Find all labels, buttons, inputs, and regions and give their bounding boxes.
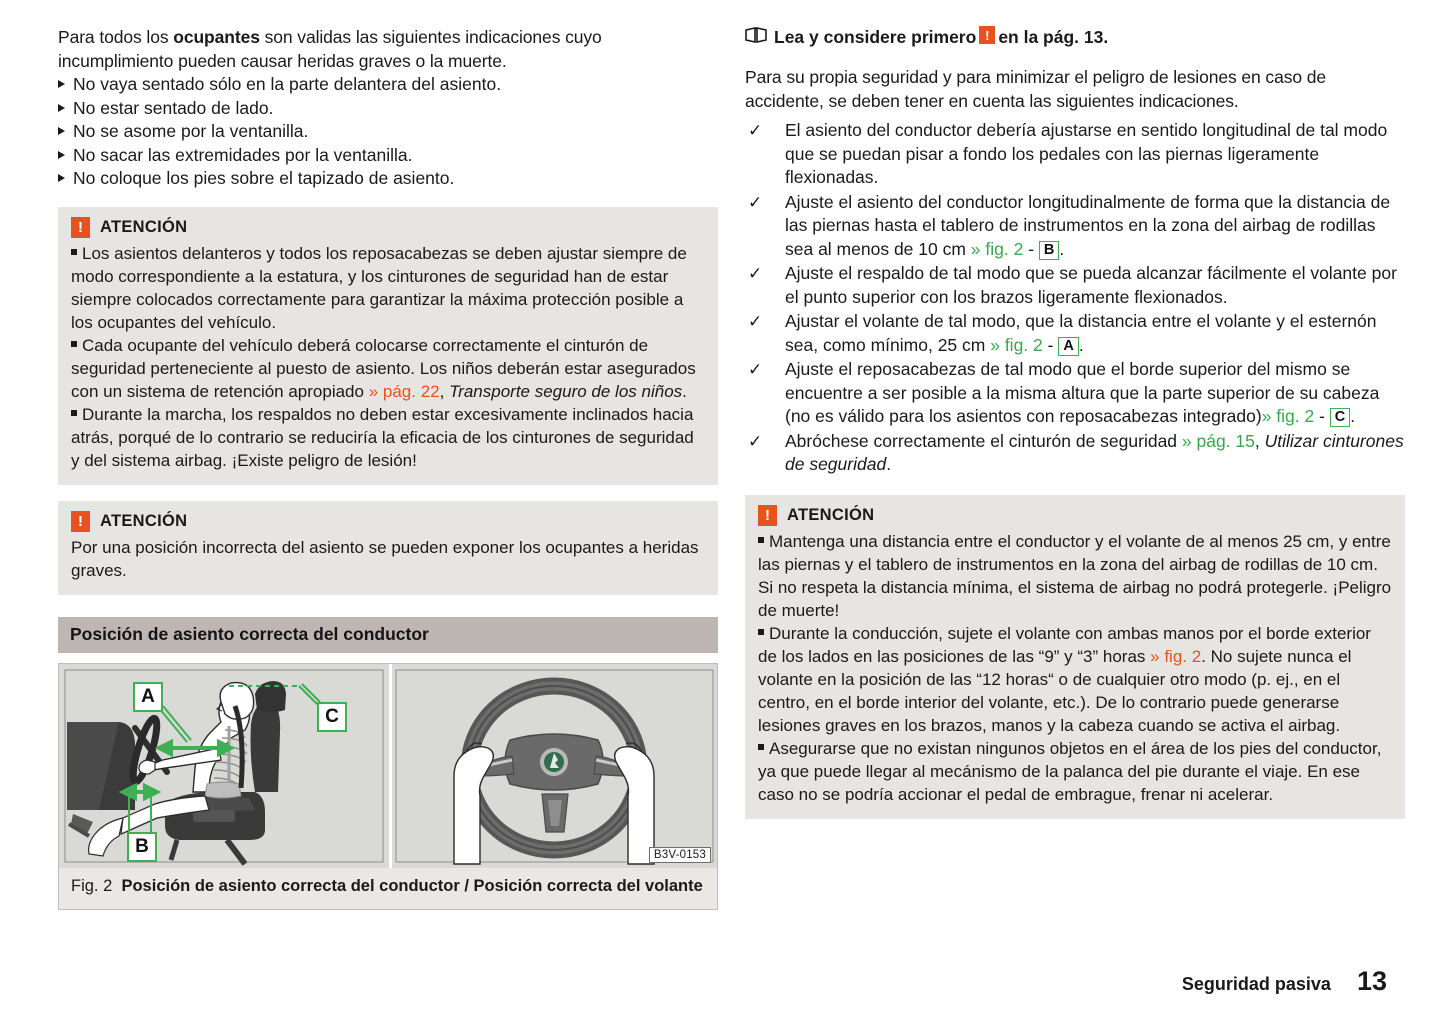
list-item	[745, 430, 1405, 477]
attention-header	[71, 511, 705, 532]
attention-body	[758, 530, 1392, 806]
check-icon: ✓	[748, 312, 763, 331]
check-icon: ✓	[748, 121, 763, 140]
attention-item-italic: Transporte seguro de los niños	[449, 381, 683, 401]
attention-item	[71, 242, 705, 334]
reference-end: .	[1078, 334, 1084, 355]
list-item-label: Abróchese correctamente el cinturón de seguridad	[785, 430, 1182, 451]
attention-item-after: . No sujete nunca el volante en la posición de las “12 horas“ o de cualquier otro modo (p. ej., en el centro, en el borde interior del volante, etc.). De lo contrario puede generarse lesiones graves en los brazos, manos y la cabeza cuando se activa el airbag.	[758, 646, 1352, 735]
figure-steering-wheel-illustration	[392, 664, 717, 868]
callout-tag-a: A	[1058, 337, 1078, 356]
check-icon: ✓	[748, 192, 763, 212]
footer-page-number: 13	[1356, 966, 1387, 996]
triangle-bullet-icon	[58, 80, 65, 88]
left-column	[58, 26, 718, 910]
page-reference-link[interactable]: » pág. 15	[1181, 430, 1255, 451]
attention-header	[71, 217, 705, 238]
callout-tag-b: B	[1039, 241, 1059, 260]
list-item	[58, 167, 718, 191]
attention-item-after: ,	[439, 381, 450, 401]
open-book-icon	[745, 26, 767, 50]
intro-part1: Para todos los	[58, 27, 174, 47]
attention-item	[758, 622, 1392, 737]
list-item	[745, 358, 1405, 429]
page-footer	[1182, 966, 1387, 997]
list-item-label: No se asome por la ventanilla.	[73, 121, 309, 141]
intro-part2: son validas las siguientes indicaciones cuyo incumplimiento pueden causar heridas graves o la muerte.	[58, 27, 602, 71]
figure-reference-link[interactable]: » fig. 2	[1261, 406, 1315, 426]
figure-callout-b: B	[127, 832, 157, 862]
list-item	[58, 120, 718, 144]
list-item-label: No sacar las extremidades por la ventanilla.	[73, 144, 413, 165]
check-icon: ✓	[748, 264, 763, 283]
list-item	[58, 144, 718, 168]
intro-paragraph	[58, 26, 718, 73]
reference-separator: -	[1042, 334, 1059, 355]
exclamation-icon: !	[979, 26, 995, 44]
attention-box-1	[58, 207, 718, 485]
attention-header	[758, 505, 1392, 526]
reference-italic-title: Utilizar cinturones de seguridad	[785, 430, 1404, 474]
list-item-label: El asiento del conductor debería ajustarse en sentido longitudinal de tal modo que se puedan pisar a fondo los pedales con las piernas ligeramente flexionadas.	[785, 120, 1388, 187]
figure-images	[59, 664, 717, 868]
square-bullet-icon	[71, 249, 77, 255]
list-item	[58, 97, 718, 121]
attention-body	[71, 242, 705, 472]
square-bullet-icon	[71, 410, 77, 416]
read-first-before: Lea y considere primero	[774, 27, 977, 47]
figure-code-label: B3V-0153	[649, 847, 711, 863]
attention-item-text: Durante la marcha, los respaldos no deben estar excesivamente inclinados hacia atrás, porqué de lo contrario se reduciría la eficacia de los cinturones de seguridad y del sistema airbag. ¡Existe peligro de lesión!	[71, 404, 694, 470]
list-item-label: Ajustar el volante de tal modo, que la distancia entre el volante y el esternón sea, como mínimo, 25 cm	[785, 311, 1377, 355]
triangle-bullet-icon	[58, 174, 65, 182]
exclamation-icon: !	[71, 511, 90, 532]
figure-caption	[59, 868, 717, 909]
callout-tag-c: C	[1330, 408, 1350, 427]
list-item	[745, 310, 1405, 357]
figure-2	[58, 663, 718, 910]
attention-box-2	[58, 501, 718, 595]
right-column	[745, 26, 1405, 819]
check-icon: ✓	[748, 431, 763, 451]
square-bullet-icon	[758, 744, 764, 750]
list-item-label: Ajuste el asiento del conductor longitudinalmente de forma que la distancia de las piernas hasta el tablero de instrumentos en la zona del airbag de rodillas sea al menos de 10 cm	[785, 191, 1391, 259]
list-item-label: No estar sentado de lado.	[73, 97, 274, 118]
attention-title: ATENCIÓN	[100, 217, 188, 236]
reference-end: .	[1350, 406, 1356, 426]
reference-separator: -	[1023, 238, 1039, 259]
figure-reference-link[interactable]: » fig. 2	[1150, 646, 1202, 666]
list-item-label: No vaya sentado sólo en la parte delantera del asiento.	[73, 74, 502, 94]
figure-callout-c: C	[317, 702, 347, 732]
right-intro-paragraph: Para su propia seguridad y para minimizar el peligro de lesiones en caso de accidente, se deben tener en cuenta las siguientes indicaciones.	[745, 67, 1327, 111]
reference-after: ,	[1254, 430, 1265, 451]
attention-item	[71, 334, 705, 403]
read-first-note	[745, 26, 1405, 50]
attention-item-text: Por una posición incorrecta del asiento se pueden exponer los ocupantes a heridas graves.	[71, 537, 699, 580]
attention-item-text: Durante la conducción, sujete el volante con ambas manos por el borde exterior de los lados en las posiciones de las “9” y “3” horas	[758, 623, 1371, 666]
intro-bold: ocupantes	[173, 27, 260, 47]
exclamation-icon: !	[758, 505, 777, 526]
figure-callout-a: A	[133, 682, 163, 712]
attention-item-text: Cada ocupante del vehículo deberá colocarse correctamente el cinturón de seguridad perteneciente al puesto de asiento. Los niños deberán estar asegurados con un sistema de retención apropiado	[71, 335, 696, 401]
attention-item-end: .	[682, 381, 687, 401]
attention-item-text: Mantenga una distancia entre el conductor y el volante de al menos 25 cm, y entre las piernas y el tablero de instrumentos en la zona del airbag de rodillas de 10 cm. Si no respeta la distancia mínima, el sistema de airbag no podrá protegerle. ¡Peligro de muerte!	[758, 531, 1392, 620]
attention-title: ATENCIÓN	[787, 505, 875, 524]
attention-title: ATENCIÓN	[100, 511, 188, 530]
list-item	[745, 119, 1405, 190]
list-item-label: No coloque los pies sobre el tapizado de asiento.	[73, 168, 455, 188]
steering-wheel-svg	[392, 664, 717, 868]
attention-item	[758, 530, 1392, 622]
reference-end: .	[886, 454, 892, 474]
attention-item-text: Los asientos delanteros y todos los reposacabezas se deben ajustar siempre de modo correspondiente a la estatura, y los cinturones de seguridad han de estar siempre colocados correctamente para garantizar la máxima protección posible a los ocupantes del vehículo.	[71, 243, 687, 332]
list-item	[745, 191, 1405, 262]
attention-box-3	[745, 495, 1405, 819]
triangle-bullet-icon	[58, 151, 65, 159]
page-reference-link[interactable]: » pág. 22	[368, 381, 440, 401]
seat-position-svg	[59, 664, 389, 868]
figure-reference-link[interactable]: » fig. 2	[970, 238, 1024, 259]
attention-item	[71, 403, 705, 472]
driver-position-checklist	[745, 119, 1405, 477]
list-item	[745, 262, 1405, 309]
section-heading: Posición de asiento correcta del conductor	[58, 617, 718, 653]
attention-item-text: Asegurarse que no existan ningunos objetos en el área de los pies del conductor, ya que puede llegar al mecánismo de la palanca del pie durante el viaje. En ese caso no se podría accionar el pedal de embrague, frenar ni acelerar.	[758, 738, 1382, 804]
figure-seat-position-illustration	[59, 664, 392, 868]
read-first-after: en la pág. 13.	[998, 27, 1109, 47]
attention-body	[71, 536, 705, 582]
reference-end: .	[1059, 238, 1065, 259]
attention-item	[758, 737, 1392, 806]
footer-section-title: Seguridad pasiva	[1181, 974, 1331, 994]
list-item-label: Ajuste el respaldo de tal modo que se pueda alcanzar fácilmente el volante por el punto superior con los brazos ligeramente flexionados.	[785, 263, 1397, 307]
figure-caption-title: Posición de asiento correcta del conductor / Posición correcta del volante	[121, 876, 703, 895]
triangle-bullet-icon	[58, 104, 65, 112]
figure-caption-number: Fig. 2	[71, 876, 113, 895]
reference-separator: -	[1314, 406, 1330, 426]
check-icon: ✓	[748, 360, 763, 379]
square-bullet-icon	[758, 629, 764, 635]
list-item-label: Ajuste el reposacabezas de tal modo que el borde superior del mismo se encuentre a ser posible a la misma altura que la parte superior de su cabeza (no es válido para los asientos con reposacabezas integrado)	[785, 359, 1380, 426]
square-bullet-icon	[758, 537, 764, 543]
list-item	[58, 73, 718, 97]
figure-reference-link[interactable]: » fig. 2	[990, 334, 1043, 355]
triangle-bullet-icon	[58, 127, 65, 135]
square-bullet-icon	[71, 341, 77, 347]
occupant-rules-list	[58, 73, 718, 191]
exclamation-icon: !	[71, 217, 90, 238]
